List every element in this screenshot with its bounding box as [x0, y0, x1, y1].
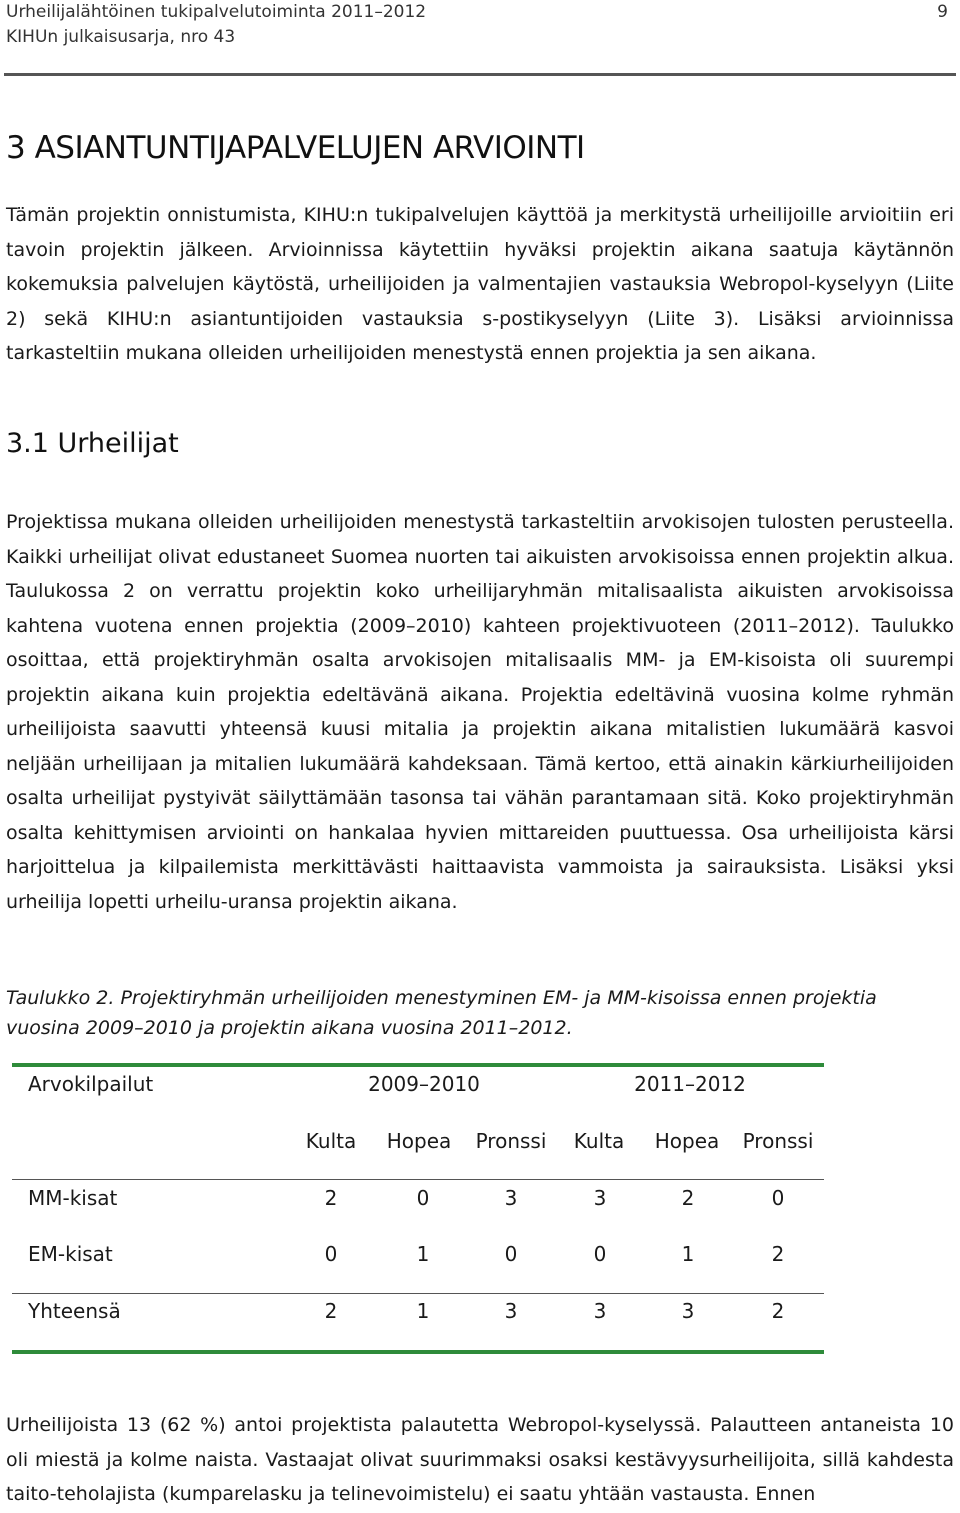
table-cell: 3 [681, 1299, 695, 1323]
table-cell: 0 [593, 1242, 607, 1266]
table-cell: 0 [324, 1242, 338, 1266]
table-cell: 2 [681, 1186, 695, 1210]
table-cell: 3 [504, 1299, 518, 1323]
table-cell: 0 [416, 1186, 430, 1210]
table-cell: 3 [593, 1186, 607, 1210]
section-heading: 3 ASIANTUNTIJAPALVELUJEN ARVIOINTI [6, 130, 585, 166]
table-header-rule [12, 1179, 824, 1180]
medal-header: Pronssi [742, 1129, 814, 1153]
table-cell: 3 [593, 1299, 607, 1323]
intro-paragraph: Tämän projektin onnistumista, KIHU:n tukipalvelujen käyttöä ja merkitystä urheilijoille arvioitiin eri tavoin projektin jälkeen. Arvioinnissa käytettiin hyväksi projektin aikana saatuja käytännön kokemuksia palvelujen käytöstä, urheilijoiden ja valmentajien vastauksia Webropol-kyselyyn (Liite 2) sekä KIHU:n asiantuntijoiden vastauksia s-postikyselyyn (Liite 3). Lisäksi arvioinnissa tarkasteltiin mukana olleiden urheilijoiden menestystä ennen projektia ja sen aikana. [6, 204, 954, 364]
table-cell: 0 [504, 1242, 518, 1266]
running-header-series: KIHUn julkaisusarja, nro 43 [6, 27, 236, 47]
table-cell: 1 [416, 1299, 430, 1323]
medal-header: Kulta [305, 1129, 357, 1153]
header-divider [4, 73, 956, 76]
table-row-header: Arvokilpailut [28, 1072, 154, 1096]
table-cell: 2 [324, 1186, 338, 1210]
medal-header: Pronssi [475, 1129, 547, 1153]
medal-header: Hopea [654, 1129, 720, 1153]
period-header-before: 2009–2010 [368, 1072, 480, 1096]
table-total-rule [12, 1293, 824, 1294]
medal-header: Kulta [573, 1129, 625, 1153]
table-bottom-rule [12, 1350, 824, 1354]
table-caption: Taulukko 2. Projektiryhmän urheilijoiden menestyminen EM- ja MM-kisoissa ennen projektia vuosina 2009–2010 ja projektin aikana vuosina 2011–2012. [6, 987, 877, 1039]
subsection-heading: 3.1 Urheilijat [6, 428, 179, 459]
table-cell: 3 [504, 1186, 518, 1210]
running-header-title: Urheilijalähtöinen tukipalvelutoiminta 2011–2012 [6, 2, 427, 22]
table-cell: 2 [324, 1299, 338, 1323]
medal-header: Hopea [386, 1129, 452, 1153]
feedback-paragraph: Urheilijoista 13 (62 %) antoi projektista palautetta Webropol-kyselyssä. Palautteen antaneista 10 oli miestä ja kolme naista. Vastaajat olivat suurimmaksi osaksi kestävyysurheilijoita, sillä kahdesta taito-teholajista (kumparelasku ja telinevoimistelu) ei saatu yhtään vastausta. Ennen [6, 1414, 954, 1505]
table-cell: 2 [771, 1242, 785, 1266]
row-label: Yhteensä [28, 1299, 121, 1323]
table-cell: 0 [771, 1186, 785, 1210]
row-label: MM-kisat [28, 1186, 118, 1210]
table-top-rule [12, 1063, 824, 1067]
row-label: EM-kisat [28, 1242, 113, 1266]
period-header-during: 2011–2012 [634, 1072, 746, 1096]
table-cell: 2 [771, 1299, 785, 1323]
athletes-paragraph: Projektissa mukana olleiden urheilijoiden menestystä tarkasteltiin arvokisojen tulosten perusteella. Kaikki urheilijat olivat edustaneet Suomea nuorten tai aikuisten arvokisoissa ennen projektin alkua. Taulukossa 2 on verrattu projektin koko urheilijaryhmän mitalisaalista aikuisten arvokisoissa kahtena vuotena ennen projektia (2009–2010) kahteen projektivuoteen (2011–2012). Taulukko osoittaa, että projektiryhmän osalta arvokisojen mitalisaalis MM- ja EM-kisoista oli suurempi projektin aikana kuin projektia edeltävänä aikana. Projektia edeltävinä vuosina kolme ryhmän urheilijoista saavutti yhteensä kuusi mitalia ja projektin aikana mitalistien lukumäärä kasvoi neljään urheilijaan ja mitalien lukumäärä kahdeksaan. Tämä kertoo, että ainakin kärkiurheilijoiden osalta urheilijat pystyivät säilyttämään tasonsa tai vähän parantamaan sitä. Koko projektiryhmän osalta kehittymisen arviointi on hankalaa hyvien mittareiden puuttuessa. Osa urheilijoista kärsi harjoittelua ja kilpailemista merkittävästi haittaavista vammoista ja sairauksista. Lisäksi yksi urheilija lopetti urheilu-uransa projektin aikana. [6, 511, 954, 913]
table-cell: 1 [416, 1242, 430, 1266]
table-cell: 1 [681, 1242, 695, 1266]
page-number: 9 [937, 2, 948, 22]
